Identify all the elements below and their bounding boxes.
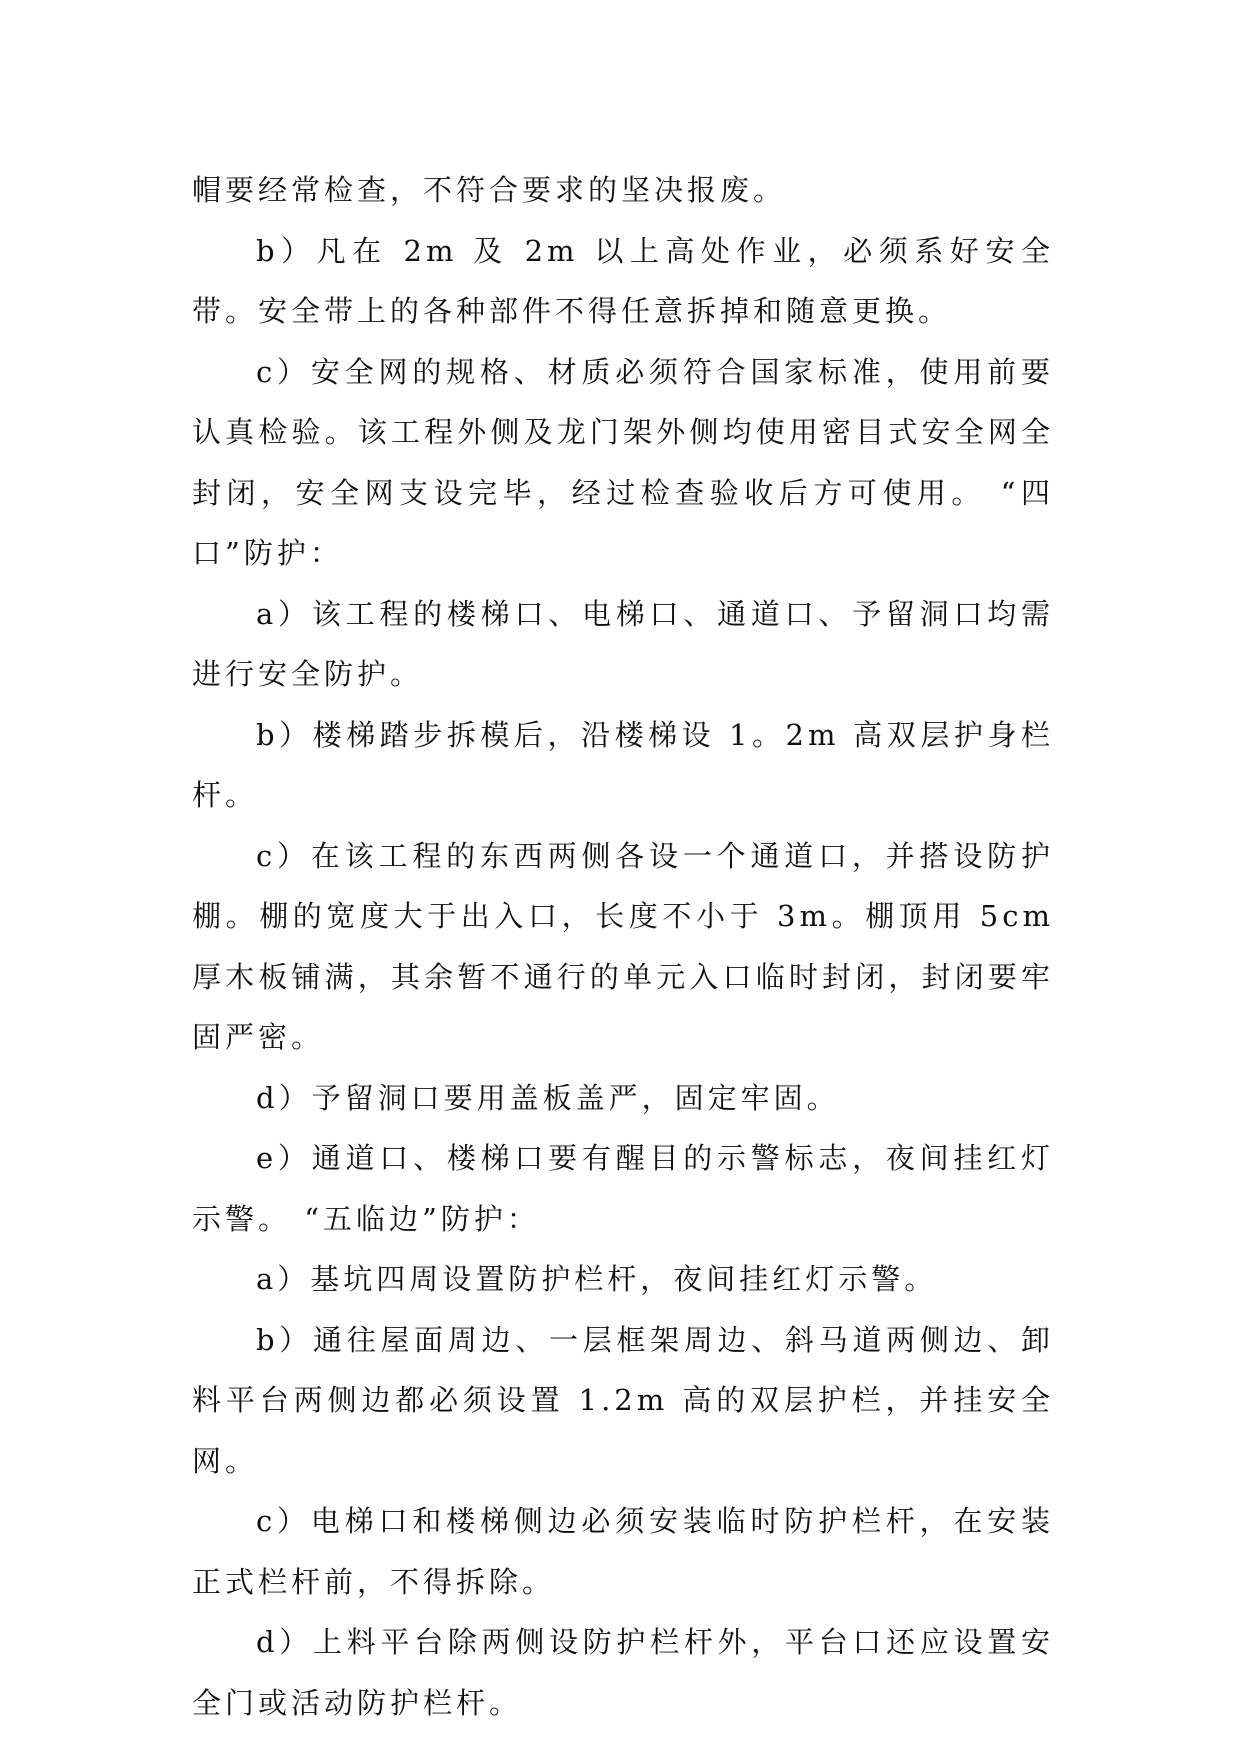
paragraph-2: b）凡在 2m 及 2m 以上高处作业，必须系好安全带。安全带上的各种部件不得任意拆掉和随意更换。 — [192, 233, 1054, 328]
paragraph-3: c）安全网的规格、材质必须符合国家标准，使用前要认真检验。该工程外侧及龙门架外侧均使用密目式安全网全封闭，安全网支设完毕，经过检查验收后方可使用。 “四口”防护： — [192, 354, 1054, 570]
paragraph-8: e）通道口、楼梯口要有醒目的示警标志，夜间挂红灯示警。 “五临边”防护： — [192, 1141, 1054, 1236]
paragraph-10: b）通往屋面周边、一层框架周边、斜马道两侧边、卸料平台两侧边都必须设置 1.2m 高的双层护栏，并挂安全网。 — [192, 1322, 1054, 1478]
paragraph-6: c）在该工程的东西两侧各设一个通道口，并搭设防护棚。棚的宽度大于出入口，长度不小于 3m。棚顶用 5cm 厚木板铺满，其余暂不通行的单元入口临时封闭，封闭要牢固严密。 — [192, 838, 1054, 1054]
paragraph-1: 帽要经常检查，不符合要求的坚决报废。 — [192, 173, 787, 207]
paragraph-11: c）电梯口和楼梯侧边必须安装临时防护栏杆，在安装正式栏杆前，不得拆除。 — [192, 1504, 1054, 1599]
paragraph-4: a）该工程的楼梯口、电梯口、通道口、予留洞口均需进行安全防护。 — [192, 596, 1054, 691]
paragraph-12: d）上料平台除两侧设防护栏杆外，平台口还应设置安全门或活动防护栏杆。 — [192, 1625, 1054, 1720]
body-text — [192, 160, 1054, 1733]
paragraph-9: a）基坑四周设置防护栏杆，夜间挂红灯示警。 — [256, 1262, 938, 1296]
paragraph-7: d）予留洞口要用盖板盖严，固定牢固。 — [256, 1080, 840, 1115]
paragraph-5: b）楼梯踏步拆模后，沿楼梯设 1。2m 高双层护身栏杆。 — [192, 717, 1054, 812]
